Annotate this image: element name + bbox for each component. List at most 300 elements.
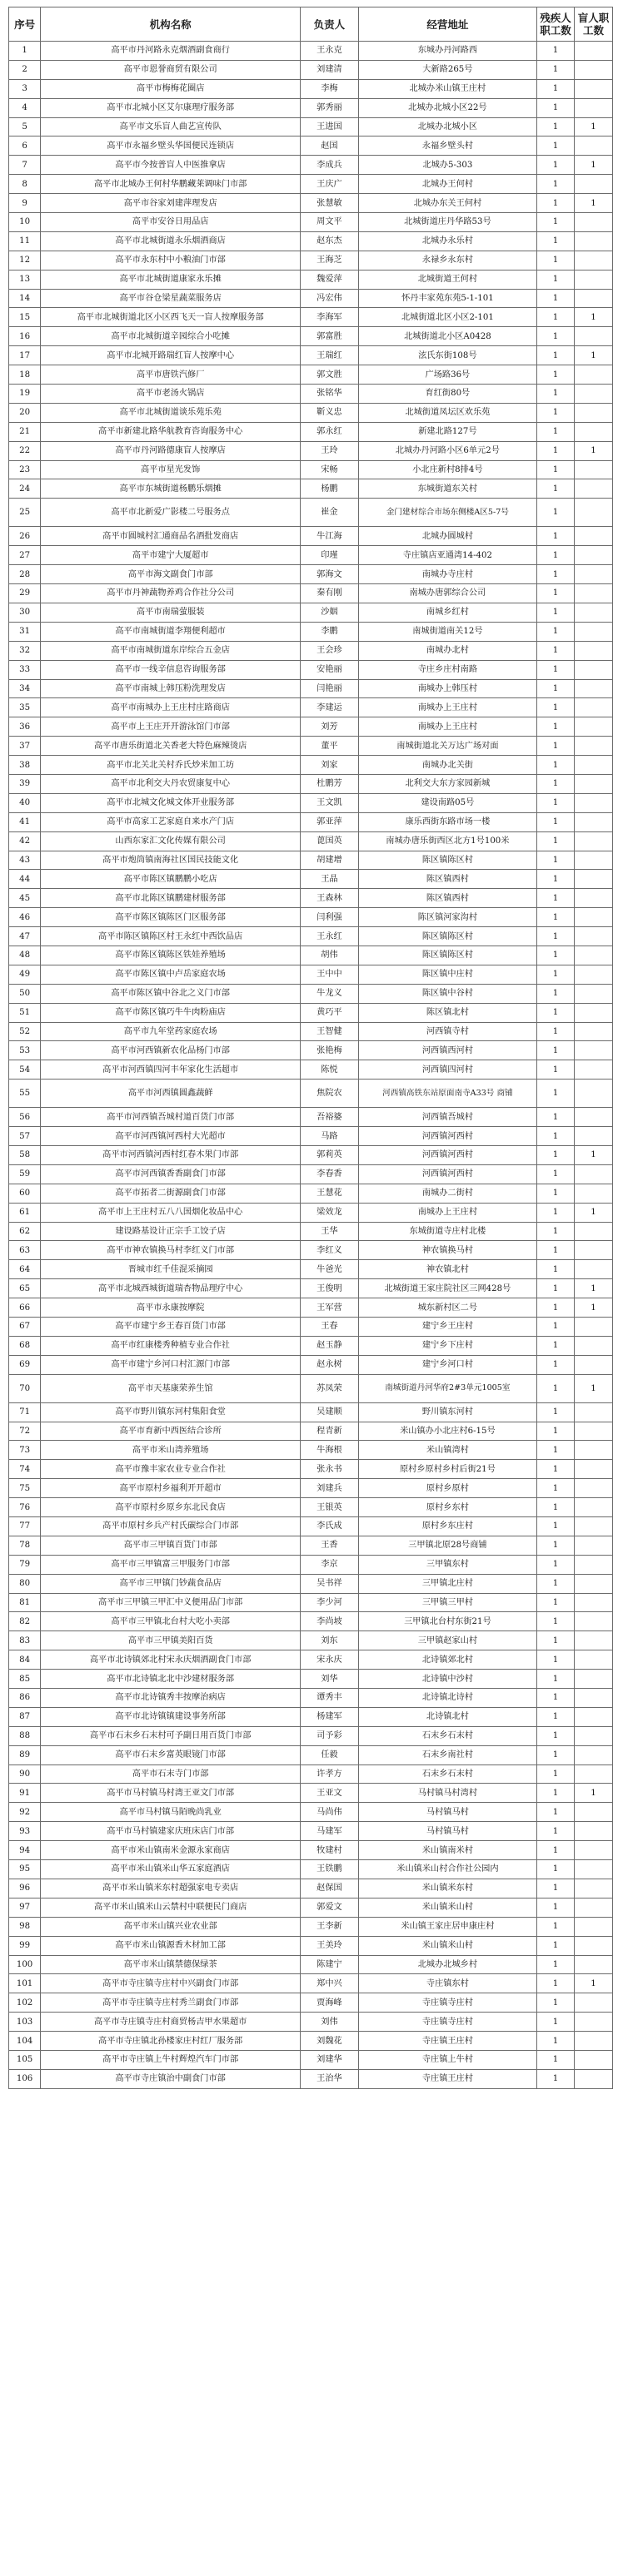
cell-disabled-staff: 1 <box>537 1689 575 1708</box>
table-row <box>9 1222 613 1241</box>
table-row <box>9 1574 613 1593</box>
cell-index: 60 <box>9 1184 41 1203</box>
cell-org-name: 高平市恩誉商贸有限公司 <box>41 60 301 79</box>
table-row <box>9 1498 613 1517</box>
cell-index: 104 <box>9 2032 41 2051</box>
cell-org-name: 高平市北诗镇北北中沙建材服务部 <box>41 1670 301 1689</box>
cell-disabled-staff: 1 <box>537 289 575 308</box>
cell-address: 东城街道东关村 <box>358 479 536 499</box>
cell-manager: 司予彩 <box>301 1726 359 1745</box>
table-row <box>9 1080 613 1108</box>
cell-org-name: 高平市石末寺门市部 <box>41 1764 301 1784</box>
cell-org-name: 高平市野川镇东河村集阳食堂 <box>41 1402 301 1422</box>
cell-index: 54 <box>9 1060 41 1080</box>
cell-disabled-staff: 1 <box>537 1993 575 2013</box>
cell-blind-staff: 1 <box>574 194 612 213</box>
cell-org-name: 高平市建宁大厦超市 <box>41 546 301 565</box>
cell-org-name: 高平市拓者二街源副食门市部 <box>41 1184 301 1203</box>
cell-org-name: 高平市丹河路德康盲人按摩店 <box>41 441 301 460</box>
cell-address: 育红街80号 <box>358 385 536 404</box>
cell-disabled-staff: 1 <box>537 1203 575 1222</box>
header-disabled-staff: 残疾人职工数 <box>537 7 575 42</box>
cell-address: 米山镇王家庄居申康庄村 <box>358 1917 536 1936</box>
cell-manager: 王永克 <box>301 42 359 61</box>
cell-index: 84 <box>9 1650 41 1670</box>
cell-manager: 王永红 <box>301 927 359 946</box>
cell-manager: 郭爱文 <box>301 1898 359 1917</box>
cell-manager: 马尚伟 <box>301 1803 359 1822</box>
cell-index: 88 <box>9 1726 41 1745</box>
cell-index: 30 <box>9 603 41 622</box>
cell-disabled-staff: 1 <box>537 1593 575 1612</box>
cell-manager: 王治华 <box>301 2069 359 2088</box>
cell-manager: 牛爸光 <box>301 1260 359 1279</box>
cell-disabled-staff: 1 <box>537 1355 575 1374</box>
cell-address: 陈区镇陈区村 <box>358 927 536 946</box>
cell-manager: 刘魏花 <box>301 2032 359 2051</box>
cell-blind-staff <box>574 2069 612 2088</box>
table-row <box>9 793 613 812</box>
cell-address: 北城办圆城村 <box>358 527 536 546</box>
cell-address: 北诗镇郊北村 <box>358 1650 536 1670</box>
table-body <box>9 42 613 2089</box>
cell-manager: 杜鹏芳 <box>301 774 359 793</box>
cell-manager: 马建军 <box>301 1822 359 1841</box>
table-row <box>9 42 613 61</box>
cell-blind-staff <box>574 927 612 946</box>
cell-blind-staff <box>574 1041 612 1060</box>
cell-address: 南城街道北关万达广场对面 <box>358 737 536 756</box>
cell-org-name: 高平市一线辛信息咨询服务部 <box>41 660 301 679</box>
cell-index: 48 <box>9 946 41 965</box>
table-row <box>9 812 613 831</box>
cell-disabled-staff: 1 <box>537 1917 575 1936</box>
cell-blind-staff <box>574 679 612 698</box>
cell-blind-staff <box>574 984 612 1003</box>
table-row <box>9 441 613 460</box>
registry-table-container <box>8 7 613 2089</box>
cell-manager: 梁效龙 <box>301 1203 359 1222</box>
cell-address: 寺庄镇店亚通湾14-402 <box>358 546 536 565</box>
table-row <box>9 851 613 870</box>
cell-index: 74 <box>9 1460 41 1479</box>
cell-org-name: 高平市老汤火锅店 <box>41 385 301 404</box>
cell-index: 64 <box>9 1260 41 1279</box>
cell-org-name: 高平市北城街道永乐烟酒商店 <box>41 231 301 251</box>
cell-index: 18 <box>9 365 41 385</box>
cell-manager: 胡建增 <box>301 851 359 870</box>
cell-disabled-staff: 1 <box>537 42 575 61</box>
cell-address: 米山镇米山村 <box>358 1898 536 1917</box>
cell-index: 102 <box>9 1993 41 2013</box>
cell-blind-staff <box>574 546 612 565</box>
header-manager: 负责人 <box>301 7 359 42</box>
cell-blind-staff <box>574 870 612 889</box>
cell-index: 87 <box>9 1707 41 1726</box>
cell-manager: 王春 <box>301 1318 359 1337</box>
cell-address: 北城办王何村 <box>358 175 536 194</box>
cell-index: 41 <box>9 812 41 831</box>
cell-blind-staff <box>574 1707 612 1726</box>
cell-index: 37 <box>9 737 41 756</box>
cell-address: 南城街道南关12号 <box>358 622 536 641</box>
cell-disabled-staff: 1 <box>537 2032 575 2051</box>
cell-org-name: 高平市河西镇河西村大光超市 <box>41 1127 301 1146</box>
table-row <box>9 1022 613 1041</box>
cell-org-name: 高平市河西镇四河丰年家化生活超市 <box>41 1060 301 1080</box>
cell-address: 野川镇东河村 <box>358 1402 536 1422</box>
cell-index: 93 <box>9 1822 41 1841</box>
cell-manager: 吴书祥 <box>301 1574 359 1593</box>
cell-index: 94 <box>9 1841 41 1860</box>
table-row <box>9 2032 613 2051</box>
cell-org-name: 高平市文乐盲人曲艺宣传队 <box>41 117 301 136</box>
cell-address: 东城街道寺庄村北楼 <box>358 1222 536 1241</box>
cell-index: 83 <box>9 1631 41 1650</box>
cell-disabled-staff: 1 <box>537 1936 575 1955</box>
cell-index: 24 <box>9 479 41 499</box>
cell-blind-staff <box>574 812 612 831</box>
cell-org-name: 高平市北新爱广影楼二号服务点 <box>41 499 301 527</box>
cell-manager: 闫艳丽 <box>301 679 359 698</box>
cell-index: 97 <box>9 1898 41 1917</box>
cell-blind-staff: 1 <box>574 1279 612 1298</box>
cell-org-name: 高平市原村乡原乡东北民食店 <box>41 1498 301 1517</box>
cell-index: 39 <box>9 774 41 793</box>
cell-manager: 牛龙义 <box>301 984 359 1003</box>
cell-disabled-staff: 1 <box>537 98 575 117</box>
cell-org-name: 高平市南城街道东岸综合五金店 <box>41 641 301 660</box>
cell-blind-staff <box>574 1460 612 1479</box>
cell-index: 90 <box>9 1764 41 1784</box>
cell-address: 原村乡东村 <box>358 1498 536 1517</box>
cell-org-name: 高平市马村镇马村湾王亚文门市部 <box>41 1784 301 1803</box>
cell-blind-staff <box>574 908 612 927</box>
cell-org-name: 高平市九年堂药家庭农场 <box>41 1022 301 1041</box>
cell-index: 52 <box>9 1022 41 1041</box>
cell-disabled-staff: 1 <box>537 679 575 698</box>
cell-index: 14 <box>9 289 41 308</box>
table-row <box>9 1336 613 1355</box>
cell-address: 河西镇高铁东站原面南寺A33号 商铺 <box>358 1080 536 1108</box>
cell-manager: 王美玲 <box>301 1936 359 1955</box>
cell-blind-staff <box>574 2032 612 2051</box>
cell-index: 20 <box>9 403 41 422</box>
table-row <box>9 1402 613 1422</box>
cell-disabled-staff: 1 <box>537 1422 575 1441</box>
cell-manager: 赵东杰 <box>301 231 359 251</box>
cell-index: 16 <box>9 327 41 346</box>
cell-manager: 李少河 <box>301 1593 359 1612</box>
cell-blind-staff <box>574 1993 612 2013</box>
cell-org-name: 高平市红康楼秀种植专业合作社 <box>41 1336 301 1355</box>
cell-manager: 苏凤荣 <box>301 1374 359 1402</box>
cell-manager: 杨鹏 <box>301 479 359 499</box>
cell-org-name: 高平市北城文化城文体开业服务部 <box>41 793 301 812</box>
table-row <box>9 136 613 156</box>
cell-index: 77 <box>9 1517 41 1536</box>
table-row <box>9 479 613 499</box>
table-header <box>9 7 613 42</box>
cell-address: 寺庄镇寺庄村 <box>358 1993 536 2013</box>
cell-disabled-staff: 1 <box>537 60 575 79</box>
cell-blind-staff <box>574 1003 612 1022</box>
cell-blind-staff <box>574 1498 612 1517</box>
cell-disabled-staff: 1 <box>537 2069 575 2088</box>
table-row <box>9 1279 613 1298</box>
cell-blind-staff <box>574 641 612 660</box>
cell-blind-staff: 1 <box>574 308 612 327</box>
cell-manager: 王晶 <box>301 870 359 889</box>
header-address: 经营地址 <box>358 7 536 42</box>
cell-disabled-staff: 1 <box>537 774 575 793</box>
cell-index: 45 <box>9 889 41 908</box>
cell-manager: 张永书 <box>301 1460 359 1479</box>
cell-disabled-staff: 1 <box>537 660 575 679</box>
cell-blind-staff <box>574 1241 612 1260</box>
cell-address: 南城办上韩压村 <box>358 679 536 698</box>
cell-blind-staff <box>574 251 612 270</box>
cell-org-name: 高平市高家工艺家庭自来水产门店 <box>41 812 301 831</box>
cell-blind-staff <box>574 79 612 98</box>
table-row <box>9 1355 613 1374</box>
cell-org-name: 高平市北城街道康家永乐摊 <box>41 270 301 289</box>
table-row <box>9 1460 613 1479</box>
cell-manager: 胡伟 <box>301 946 359 965</box>
table-row <box>9 1689 613 1708</box>
table-row <box>9 717 613 737</box>
cell-manager: 刘建兵 <box>301 1479 359 1498</box>
cell-index: 105 <box>9 2050 41 2069</box>
cell-blind-staff <box>574 1355 612 1374</box>
cell-disabled-staff: 1 <box>537 1222 575 1241</box>
cell-org-name: 高平市南城街道李翔便利超市 <box>41 622 301 641</box>
cell-manager: 王瑞红 <box>301 346 359 365</box>
cell-index: 46 <box>9 908 41 927</box>
cell-address: 南城办上王庄村 <box>358 717 536 737</box>
cell-blind-staff <box>574 1803 612 1822</box>
table-row <box>9 1422 613 1441</box>
cell-disabled-staff: 1 <box>537 1041 575 1060</box>
cell-org-name: 高平市北城街道北区小区西飞天一盲人按摩服务部 <box>41 308 301 327</box>
cell-disabled-staff: 1 <box>537 1955 575 1974</box>
cell-org-name: 高平市河西镇新农化品杨门市部 <box>41 1041 301 1060</box>
cell-address: 北诗镇北村 <box>358 1707 536 1726</box>
table-row <box>9 1841 613 1860</box>
cell-org-name: 高平市梅梅花圈店 <box>41 79 301 98</box>
cell-index: 99 <box>9 1936 41 1955</box>
cell-disabled-staff: 1 <box>537 136 575 156</box>
cell-index: 35 <box>9 698 41 717</box>
cell-org-name: 高平市米山镇米东村超强家电专卖店 <box>41 1879 301 1898</box>
cell-index: 67 <box>9 1318 41 1337</box>
table-row <box>9 346 613 365</box>
cell-disabled-staff: 1 <box>537 1184 575 1203</box>
cell-disabled-staff: 1 <box>537 1726 575 1745</box>
cell-address: 北城街道凤坛区欢乐苑 <box>358 403 536 422</box>
cell-blind-staff <box>574 1689 612 1708</box>
cell-address: 北城街道北区小区2-101 <box>358 308 536 327</box>
cell-disabled-staff: 1 <box>537 812 575 831</box>
cell-disabled-staff: 1 <box>537 327 575 346</box>
cell-address: 南城办唐乐街西区北方1号100米 <box>358 831 536 851</box>
table-row <box>9 1936 613 1955</box>
table-row <box>9 698 613 717</box>
table-row <box>9 1917 613 1936</box>
cell-address: 寺庄镇寺庄村 <box>358 2013 536 2032</box>
cell-manager: 李红义 <box>301 1241 359 1260</box>
cell-disabled-staff: 1 <box>537 527 575 546</box>
cell-index: 4 <box>9 98 41 117</box>
cell-disabled-staff: 1 <box>537 1402 575 1422</box>
cell-index: 28 <box>9 565 41 584</box>
cell-index: 25 <box>9 499 41 527</box>
cell-manager: 马路 <box>301 1127 359 1146</box>
table-row <box>9 946 613 965</box>
cell-disabled-staff: 1 <box>537 927 575 946</box>
cell-org-name: 晋城市红千佳混采摘园 <box>41 1260 301 1279</box>
cell-manager: 安艳丽 <box>301 660 359 679</box>
cell-disabled-staff: 1 <box>537 1318 575 1337</box>
table-row <box>9 308 613 327</box>
header-blind-staff: 盲人职工数 <box>574 7 612 42</box>
cell-blind-staff <box>574 1318 612 1337</box>
cell-address: 永禄乡永东村 <box>358 251 536 270</box>
cell-manager: 张铭华 <box>301 385 359 404</box>
cell-disabled-staff: 1 <box>537 403 575 422</box>
cell-manager: 刘建清 <box>301 60 359 79</box>
cell-manager: 王庆广 <box>301 175 359 194</box>
cell-org-name: 高平市北城街道辛园综合小吃摊 <box>41 327 301 346</box>
cell-manager: 崔金 <box>301 499 359 527</box>
cell-blind-staff: 1 <box>574 156 612 175</box>
table-row <box>9 2013 613 2032</box>
cell-address: 南城办北关街 <box>358 756 536 775</box>
cell-disabled-staff: 1 <box>537 1022 575 1041</box>
cell-blind-staff <box>574 1164 612 1184</box>
cell-address: 广场路36号 <box>358 365 536 385</box>
cell-blind-staff <box>574 1441 612 1460</box>
cell-address: 米山镇米山村 <box>358 1936 536 1955</box>
cell-blind-staff <box>574 756 612 775</box>
cell-org-name: 高平市原村乡兵产村氏碳综合门市部 <box>41 1517 301 1536</box>
cell-manager: 宋永庆 <box>301 1650 359 1670</box>
cell-address: 米山镇米东村 <box>358 1879 536 1898</box>
table-row <box>9 1441 613 1460</box>
cell-manager: 郭文胜 <box>301 365 359 385</box>
cell-index: 9 <box>9 194 41 213</box>
cell-blind-staff <box>574 1879 612 1898</box>
cell-address: 河西镇河西村 <box>358 1164 536 1184</box>
cell-disabled-staff: 1 <box>537 479 575 499</box>
cell-disabled-staff: 1 <box>537 965 575 984</box>
cell-index: 101 <box>9 1974 41 1993</box>
cell-blind-staff <box>574 98 612 117</box>
cell-address: 米山镇办小北庄村6-15号 <box>358 1422 536 1441</box>
cell-org-name: 高平市寺庄镇上牛村辉煌汽车门市部 <box>41 2050 301 2069</box>
cell-address: 马村镇马村 <box>358 1822 536 1841</box>
table-row <box>9 385 613 404</box>
cell-index: 62 <box>9 1222 41 1241</box>
cell-manager: 冯宏伟 <box>301 289 359 308</box>
table-row <box>9 231 613 251</box>
table-row <box>9 622 613 641</box>
table-row <box>9 1974 613 1993</box>
cell-disabled-staff: 1 <box>537 251 575 270</box>
cell-address: 北城办东关王何村 <box>358 194 536 213</box>
cell-blind-staff <box>574 175 612 194</box>
cell-disabled-staff: 1 <box>537 1650 575 1670</box>
cell-blind-staff <box>574 1841 612 1860</box>
cell-org-name: 高平市米山镇禁德保绿茶 <box>41 1955 301 1974</box>
cell-manager: 郭秀丽 <box>301 98 359 117</box>
cell-disabled-staff: 1 <box>537 1279 575 1298</box>
cell-org-name: 高平市陈区镇巧牛牛肉粉庙店 <box>41 1003 301 1022</box>
cell-index: 79 <box>9 1555 41 1574</box>
cell-address: 河西镇西河村 <box>358 1041 536 1060</box>
cell-address: 马村镇马村湾村 <box>358 1784 536 1803</box>
cell-disabled-staff: 1 <box>537 1108 575 1127</box>
cell-org-name: 高平市河西镇圆鑫蔬鲜 <box>41 1080 301 1108</box>
cell-index: 76 <box>9 1498 41 1517</box>
cell-blind-staff <box>574 403 612 422</box>
table-row <box>9 1612 613 1631</box>
cell-disabled-staff: 1 <box>537 346 575 365</box>
cell-address: 怀丹丰家苑东苑5-1-101 <box>358 289 536 308</box>
cell-disabled-staff: 1 <box>537 870 575 889</box>
table-row <box>9 1860 613 1879</box>
cell-blind-staff <box>574 565 612 584</box>
cell-disabled-staff: 1 <box>537 1707 575 1726</box>
cell-address: 北城办丹河路小区6单元2号 <box>358 441 536 460</box>
cell-blind-staff <box>574 136 612 156</box>
cell-disabled-staff: 1 <box>537 1631 575 1650</box>
cell-disabled-staff: 1 <box>537 1803 575 1822</box>
cell-index: 11 <box>9 231 41 251</box>
cell-org-name: 高平市永康按摩院 <box>41 1298 301 1318</box>
table-row <box>9 403 613 422</box>
cell-disabled-staff: 1 <box>537 175 575 194</box>
table-row <box>9 1164 613 1184</box>
cell-index: 8 <box>9 175 41 194</box>
cell-org-name: 高平市北诗镇镇建设事务所部 <box>41 1707 301 1726</box>
cell-index: 13 <box>9 270 41 289</box>
cell-index: 85 <box>9 1670 41 1689</box>
cell-org-name: 高平市唐铁汽修厂 <box>41 365 301 385</box>
cell-index: 58 <box>9 1145 41 1164</box>
table-row <box>9 1241 613 1260</box>
cell-blind-staff <box>574 1402 612 1422</box>
cell-manager: 刘东 <box>301 1631 359 1650</box>
cell-blind-staff <box>574 499 612 527</box>
cell-index: 47 <box>9 927 41 946</box>
cell-org-name: 高平市海文副食门市部 <box>41 565 301 584</box>
cell-manager: 周文平 <box>301 213 359 232</box>
table-row <box>9 1203 613 1222</box>
cell-address: 康乐西街东路市场一楼 <box>358 812 536 831</box>
cell-index: 73 <box>9 1441 41 1460</box>
cell-index: 72 <box>9 1422 41 1441</box>
cell-manager: 王俊明 <box>301 1279 359 1298</box>
cell-blind-staff <box>574 1184 612 1203</box>
cell-disabled-staff: 1 <box>537 1080 575 1108</box>
cell-org-name: 高平市北城开路瑞红盲人按摩中心 <box>41 346 301 365</box>
cell-blind-staff: 1 <box>574 117 612 136</box>
cell-index: 6 <box>9 136 41 156</box>
cell-blind-staff: 1 <box>574 1203 612 1222</box>
cell-disabled-staff: 1 <box>537 1841 575 1860</box>
cell-manager: 王铁鹏 <box>301 1860 359 1879</box>
